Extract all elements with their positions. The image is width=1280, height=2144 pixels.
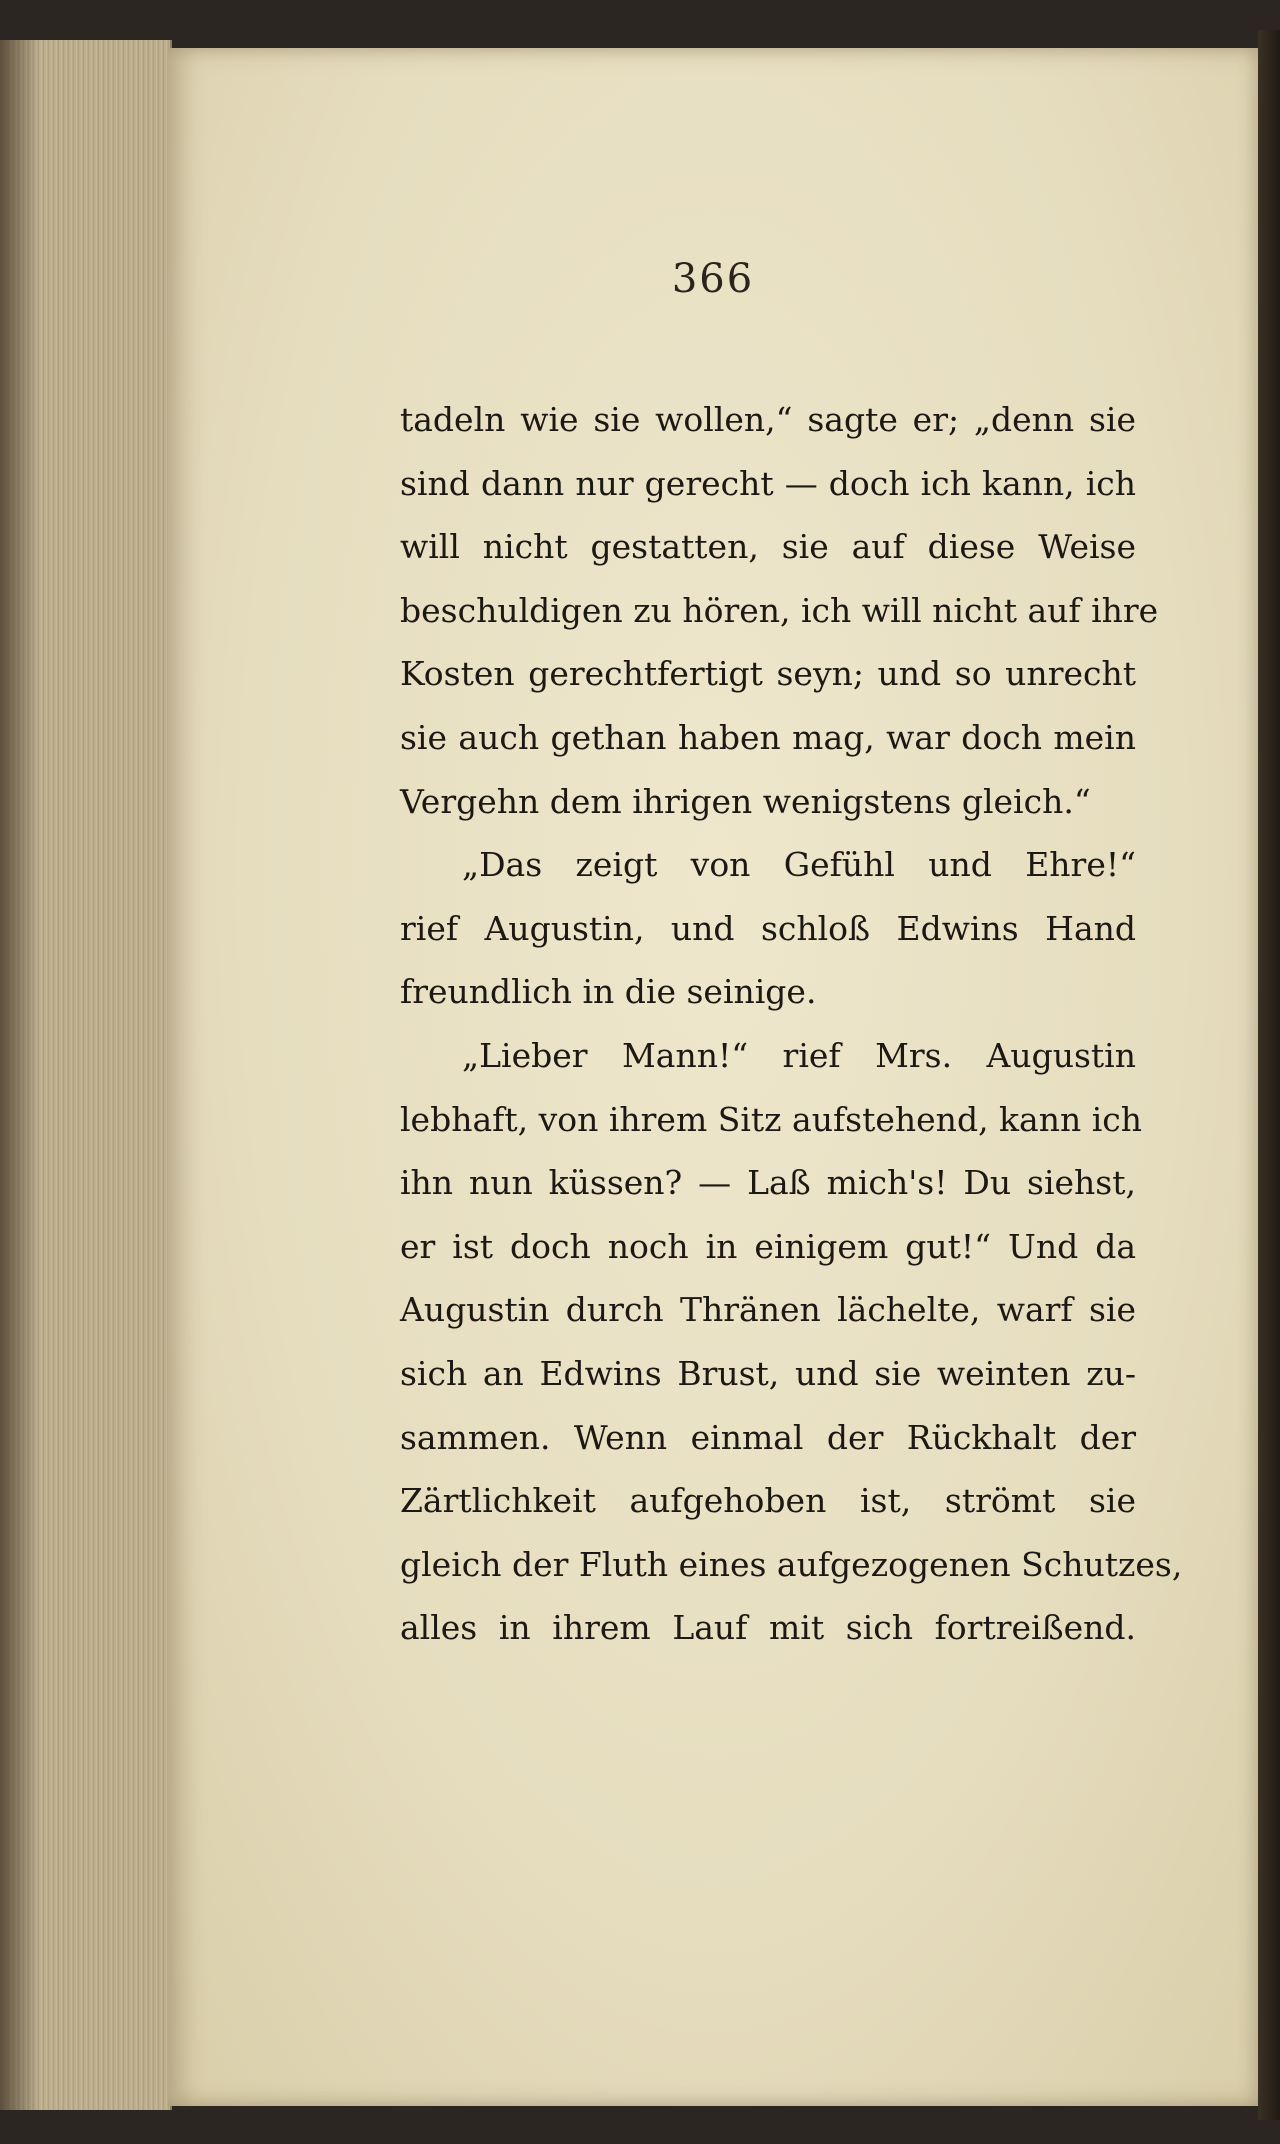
book-edge-shadow (0, 40, 40, 2110)
text-line: lebhaft, von ihrem Sitz aufstehend, kann ich (400, 1099, 1143, 1139)
text-line: Vergehn dem ihrigen wenigstens gleich.“ (400, 781, 1091, 821)
text-line: sammen. Wenn einmal der Rückhalt der (400, 1417, 1136, 1457)
book-cover-edge (1258, 30, 1280, 2120)
text-line: freundlich in die seinige. (400, 972, 817, 1012)
text-line: sich an Edwins Brust, und sie weinten zu- (400, 1353, 1136, 1393)
text-line: sie auch gethan haben mag, war doch mein (400, 717, 1136, 757)
text-line: Augustin durch Thränen lächelte, warf sie (400, 1290, 1136, 1330)
text-line: rief Augustin, und schloß Edwins Hand (400, 908, 1136, 948)
text-line: Zärtlichkeit aufgehoben ist, strömt sie (400, 1481, 1136, 1521)
text-line: Kosten gerechtfertigt seyn; und so unrecht (400, 654, 1136, 694)
text-line: gleich der Fluth eines aufgezogenen Schutzes, (400, 1544, 1183, 1584)
text-line: ihn nun küssen? — Laß mich's! Du siehst, (400, 1163, 1136, 1203)
page-number: 366 (671, 256, 755, 302)
text-line: er ist doch noch in einigem gut!“ Und da (400, 1226, 1136, 1266)
page-text (400, 388, 1183, 1660)
text-line: tadeln wie sie wollen,“ sagte er; „denn sie (400, 400, 1136, 439)
book-page (168, 48, 1258, 2106)
text-line: sind dann nur gerecht — doch ich kann, ich (400, 463, 1136, 503)
text-line: beschuldigen zu hören, ich will nicht auf ihre (400, 590, 1159, 630)
text-line: alles in ihrem Lauf mit sich fortreißend. (400, 1608, 1136, 1648)
text-line: „Das zeigt von Gefühl und Ehre!“ (462, 845, 1136, 885)
text-line: „Lieber Mann!“ rief Mrs. Augustin (462, 1035, 1136, 1075)
text-line: will nicht gestatten, sie auf diese Weise (400, 527, 1136, 567)
